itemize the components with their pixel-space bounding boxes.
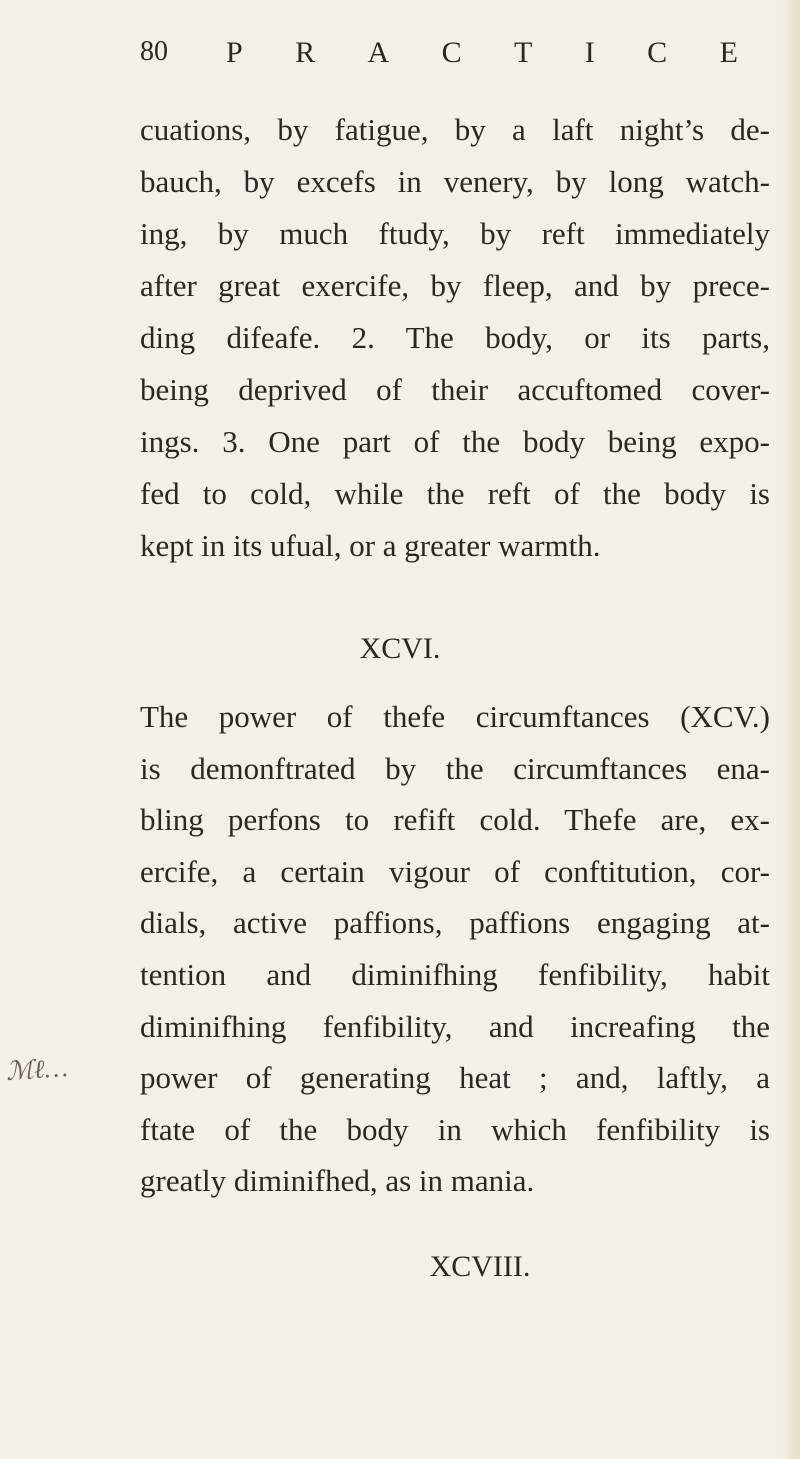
section-heading: XCVI. xyxy=(359,632,441,665)
text-line: is demonftrated by the circumftances ena- xyxy=(140,750,770,786)
running-title-letter: P xyxy=(226,36,243,69)
text-line: bauch, by excefs in venery, by long watch- xyxy=(140,164,770,199)
running-title-letter: E xyxy=(719,36,738,69)
text-line: diminifhing fenfibility, and increafing the xyxy=(140,1008,770,1044)
text-line: bling perfons to refift cold. Thefe are, ex- xyxy=(140,802,770,838)
running-title xyxy=(226,36,738,70)
text-line: cuations, by fatigue, by a laft night’s de- xyxy=(140,112,770,147)
running-title-letter: R xyxy=(295,36,316,69)
running-title-letter: A xyxy=(367,36,390,69)
page-number: 80 xyxy=(140,36,168,67)
page-edge-shadow xyxy=(782,0,800,1459)
handwritten-margin-note: ℳℓ… xyxy=(5,1052,69,1087)
running-title-letter: T xyxy=(514,36,533,69)
text-line: fed to cold, while the reft of the body is xyxy=(140,476,770,511)
text-line: The power of thefe circumftances (XCV.) xyxy=(140,699,770,734)
text-line: tention and diminifhing fenfibility, habit xyxy=(140,957,770,992)
text-line: dials, active paffions, paffions engaging at- xyxy=(140,905,770,941)
text-line: greatly diminifhed, as in mania. xyxy=(140,1163,535,1199)
text-line: kept in its ufual, or a greater warmth. xyxy=(140,528,601,563)
text-line: ing, by much ftudy, by reft immediately xyxy=(140,216,770,251)
running-title-letter: C xyxy=(441,36,462,69)
text-line: being deprived of their accuftomed cover- xyxy=(140,372,770,407)
running-title-letter: I xyxy=(584,36,595,69)
text-line: ftate of the body in which fenfibility is xyxy=(140,1111,770,1147)
running-title-letter: C xyxy=(647,36,668,69)
text-line: ding difeafe. 2. The body, or its parts, xyxy=(140,320,770,355)
section-heading: XCVIII. xyxy=(429,1250,531,1283)
text-line: ings. 3. One part of the body being expo- xyxy=(140,424,770,459)
text-line: ercife, a certain vigour of conftitution, cor- xyxy=(140,853,770,889)
text-line: after great exercife, by fleep, and by prece- xyxy=(140,268,770,303)
text-line: power of generating heat ; and, laftly, a xyxy=(140,1060,770,1096)
